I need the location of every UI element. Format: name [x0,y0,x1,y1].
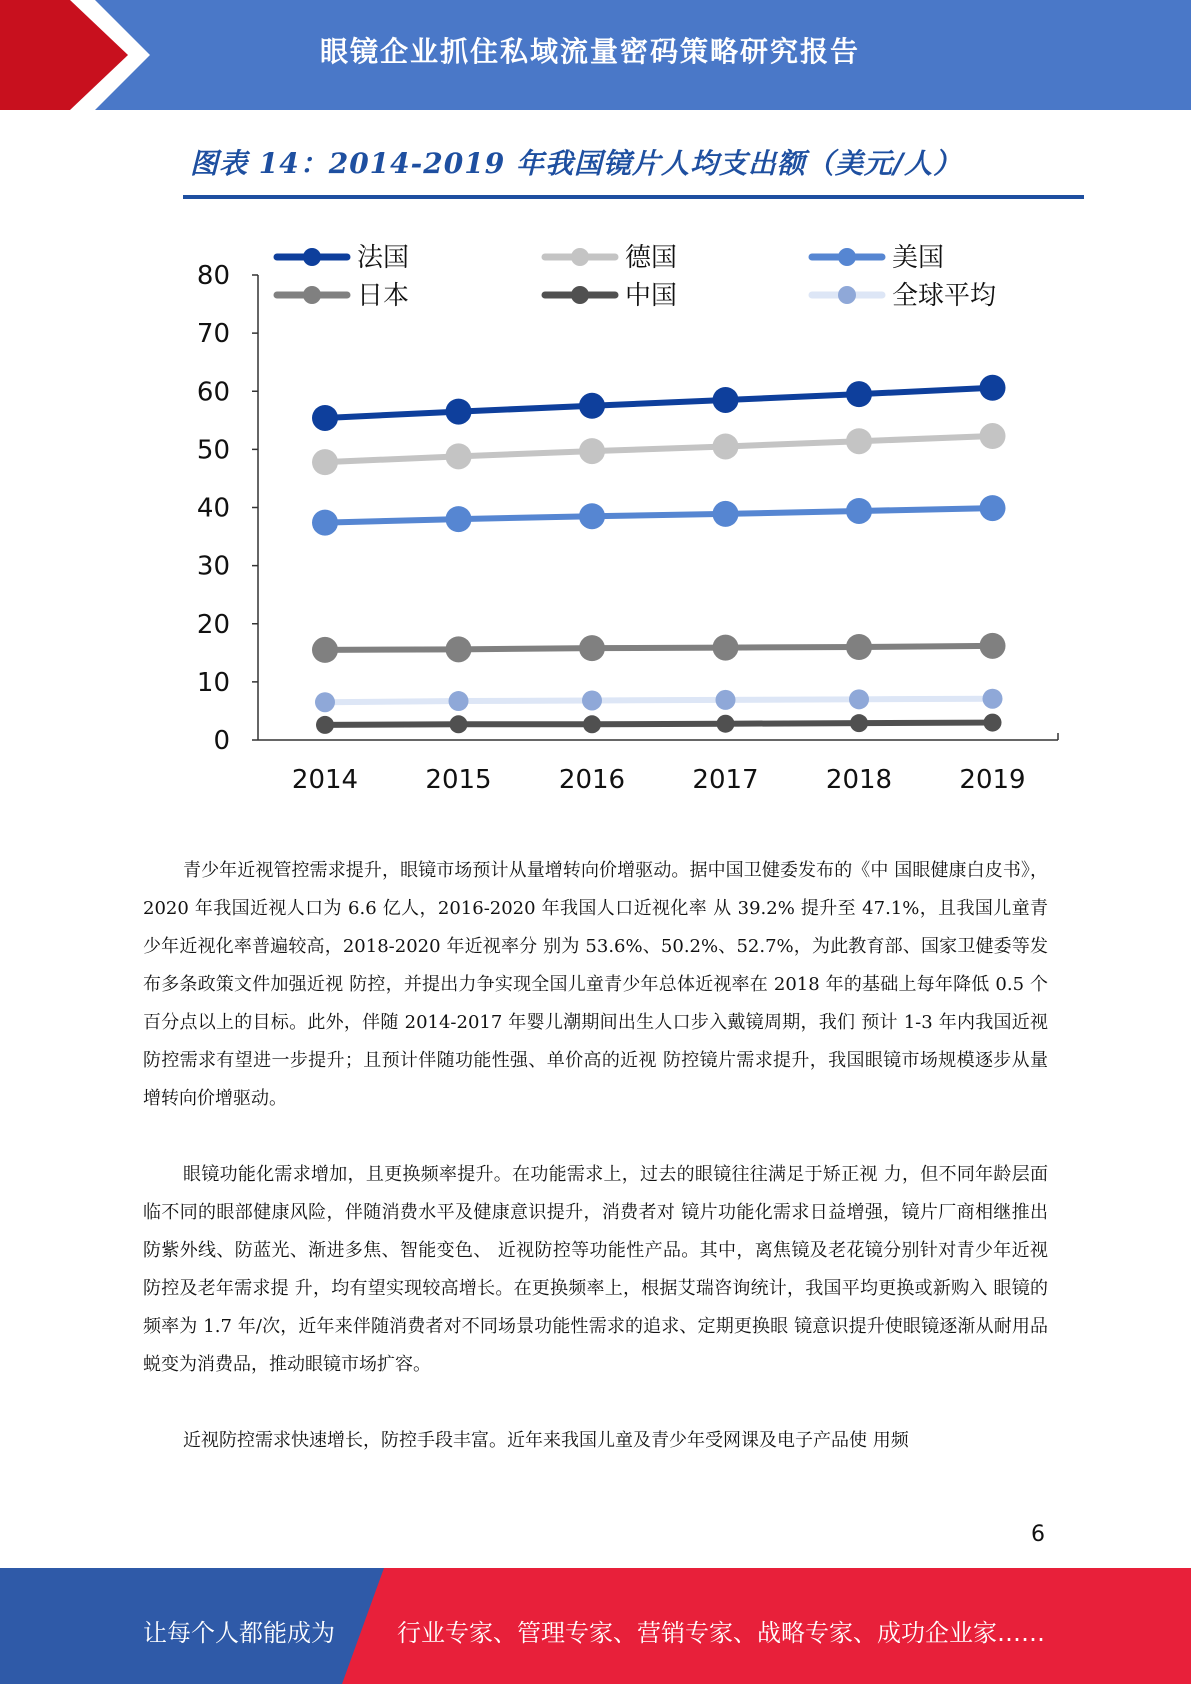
series-line-日本 [325,646,993,650]
y-tick-label: 40 [196,493,230,524]
page-number: 6 [1031,1522,1045,1547]
data-point [579,503,605,529]
legend-label: 日本 [357,281,410,311]
y-tick-label: 50 [196,435,230,466]
data-point [450,715,468,733]
data-point [980,633,1006,659]
data-point [713,635,739,661]
footer-slogan-right: 行业专家、管理专家、营销专家、战略专家、成功企业家…… [397,1619,1045,1647]
data-point [316,716,334,734]
y-tick-label: 60 [196,377,230,408]
chart-legend [277,243,996,311]
data-point [713,433,739,459]
y-tick-label: 20 [196,609,230,640]
body-text [143,852,1048,1498]
page-footer [0,1568,1191,1684]
y-tick-label: 10 [196,667,230,698]
data-point [312,510,338,536]
data-point [579,393,605,419]
data-point [846,428,872,454]
paragraph: 近视防控需求快速增长，防控手段丰富。近年来我国儿童及青少年受网课及电子产品使 用频 [183,1430,909,1451]
data-point [312,449,338,475]
series-line-中国 [325,723,993,725]
line-chart [180,240,1080,810]
footer-slogan-left: 让每个人都能成为 [143,1619,335,1647]
legend-swatch-marker [838,286,856,304]
data-point [315,692,335,712]
data-point [713,501,739,527]
legend-label: 法国 [357,243,410,273]
data-point [579,635,605,661]
series-line-全球平均 [325,699,993,702]
legend-swatch-marker [303,286,321,304]
data-point [717,715,735,733]
legend-swatch-marker [571,248,589,266]
legend-swatch-marker [838,248,856,266]
data-point [846,498,872,524]
legend-label: 中国 [625,281,678,311]
data-point [980,495,1006,521]
data-point [980,375,1006,401]
page-header [0,0,1191,110]
legend-swatch-marker [303,248,321,266]
data-point [312,637,338,663]
x-tick-label: 2019 [959,765,1026,795]
data-point [449,691,469,711]
data-point [849,689,869,709]
x-tick-label: 2017 [692,765,759,795]
data-point [983,689,1003,709]
legend-label: 全球平均 [892,281,997,311]
series-line-德国 [325,436,993,462]
series-line-美国 [325,508,993,523]
y-tick-label: 70 [196,319,230,350]
x-tick-label: 2014 [291,765,359,795]
paragraph: 青少年近视管控需求提升，眼镜市场预计从量增转向价增驱动。据中国卫健委发布的《中 国眼健康白皮书》，2020 年我国近视人口为 6.6 亿人，2016-2020 年我国人口近视化率 从 39.2% 提升至 47.1%，且我国儿童青少年近视化率普遍较高，2018-2020 年近视率分 别为 53.6%、50.2%、52.7%，为此教育部、国家卫健委等发布多条政策文件加强近视 防控，并提出力争实现全国儿童青少年总体近视率在 2018 年的基础上每年降低 0.5 个 百分点以上的目标。此外，伴随 2014-2017 年婴儿潮期间出生人口步入戴镜周期，我们 预计 1-3 年内我国近视防控需求有望进一步提升；且预计伴随功能性强、单价高的近视 防控镜片需求提升，我国眼镜市场规模逐步从量增转向价增驱动。 [143,860,1048,1109]
chart-series [312,375,1006,734]
y-tick-label: 30 [196,551,230,582]
paragraph: 眼镜功能化需求增加，且更换频率提升。在功能需求上，过去的眼镜往往满足于矫正视 力，但不同年龄层面临不同的眼部健康风险，伴随消费水平及健康意识提升，消费者对 镜片功能化需求日益增强，镜片厂商相继推出防紫外线、防蓝光、渐进多焦、智能变色、 近视防控等功能性产品。其中，离焦镜及老花镜分别针对青少年近视防控及老年需求提 升，均有望实现较高增长。在更换频率上，根据艾瑞咨询统计，我国平均更换或新购入 眼镜的频率为 1.7 年/次，近年来伴随消费者对不同场景功能性需求的追求、定期更换眼 镜意识提升使眼镜逐渐从耐用品蜕变为消费品，推动眼镜市场扩容。 [143,1164,1048,1375]
data-point [846,634,872,660]
data-point [446,399,472,425]
data-point [713,387,739,413]
y-tick-label: 0 [213,726,230,756]
figure-caption: 图表 14：2014-2019 年我国镜片人均支出额（美元/人） [190,147,963,180]
data-point [582,690,602,710]
x-tick-label: 2016 [558,765,626,795]
data-point [446,636,472,662]
data-point [846,381,872,407]
caption-rule [183,195,1084,199]
data-point [850,714,868,732]
data-point [583,715,601,733]
data-point [446,443,472,469]
report-title: 眼镜企业抓住私域流量密码策略研究报告 [320,35,861,68]
x-tick-label: 2015 [425,765,492,795]
x-tick-label: 2018 [825,765,893,795]
legend-swatch-marker [571,286,589,304]
data-point [446,506,472,532]
data-point [980,423,1006,449]
data-point [579,438,605,464]
y-tick-label: 80 [196,261,230,291]
legend-label: 美国 [892,243,945,273]
data-point [716,690,736,710]
legend-label: 德国 [625,243,678,273]
header-arrow-decoration [0,0,160,110]
data-point [984,714,1002,732]
data-point [312,405,338,431]
series-line-法国 [325,388,993,418]
